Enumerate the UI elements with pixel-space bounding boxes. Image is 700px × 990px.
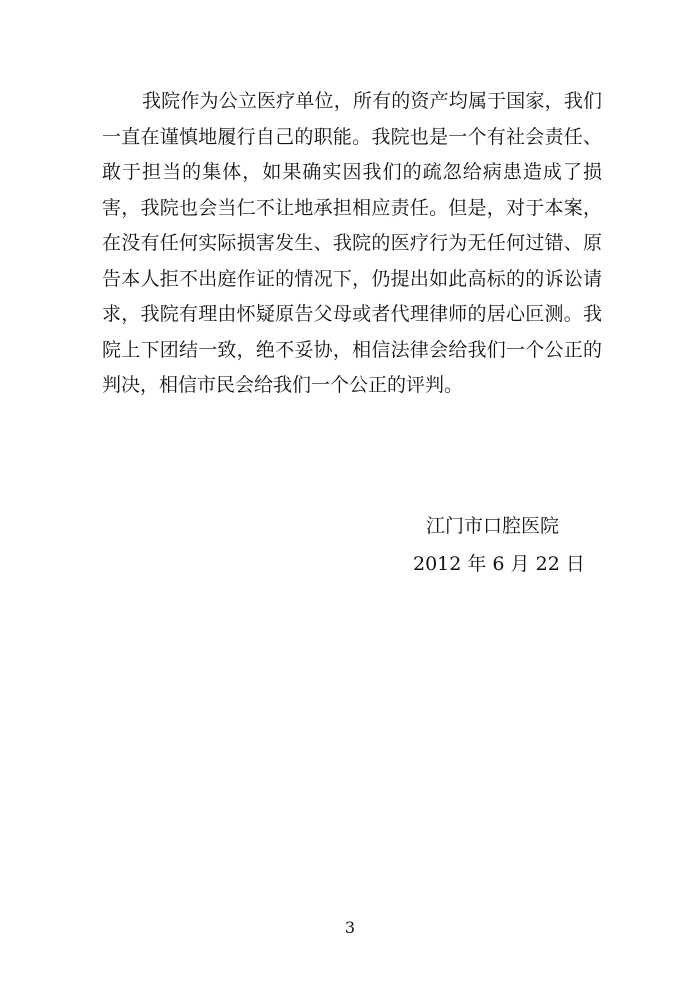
- body-line: 一直在谨慎地履行自己的职能。我院也是一个有社会责任、: [102, 125, 602, 148]
- statement-body: [102, 84, 602, 404]
- body-line: 告本人拒不出庭作证的情况下，仍提出如此高标的的诉讼请: [102, 267, 602, 290]
- body-line: 我院作为公立医疗单位，所有的资产均属于国家，我们: [142, 90, 602, 112]
- body-line: 害，我院也会当仁不让地承担相应责任。但是，对于本案，: [102, 196, 602, 219]
- body-line: 在没有任何实际损害发生、我院的医疗行为无任何过错、原: [102, 232, 602, 254]
- body-line: 判决，相信市民会给我们一个公正的评判。: [102, 374, 464, 396]
- page-number: 3: [344, 918, 356, 937]
- signature-organization: 江门市口腔医院: [426, 515, 560, 537]
- body-line: 敢于担当的集体，如果确实因我们的疏忽给病患造成了损: [102, 161, 602, 183]
- body-line: 求，我院有理由怀疑原告父母或者代理律师的居心叵测。我: [102, 303, 602, 325]
- signature-date: 2012 年 6 月 22 日: [413, 553, 585, 575]
- body-line: 院上下团结一致，绝不妥协，相信法律会给我们一个公正的: [102, 338, 602, 361]
